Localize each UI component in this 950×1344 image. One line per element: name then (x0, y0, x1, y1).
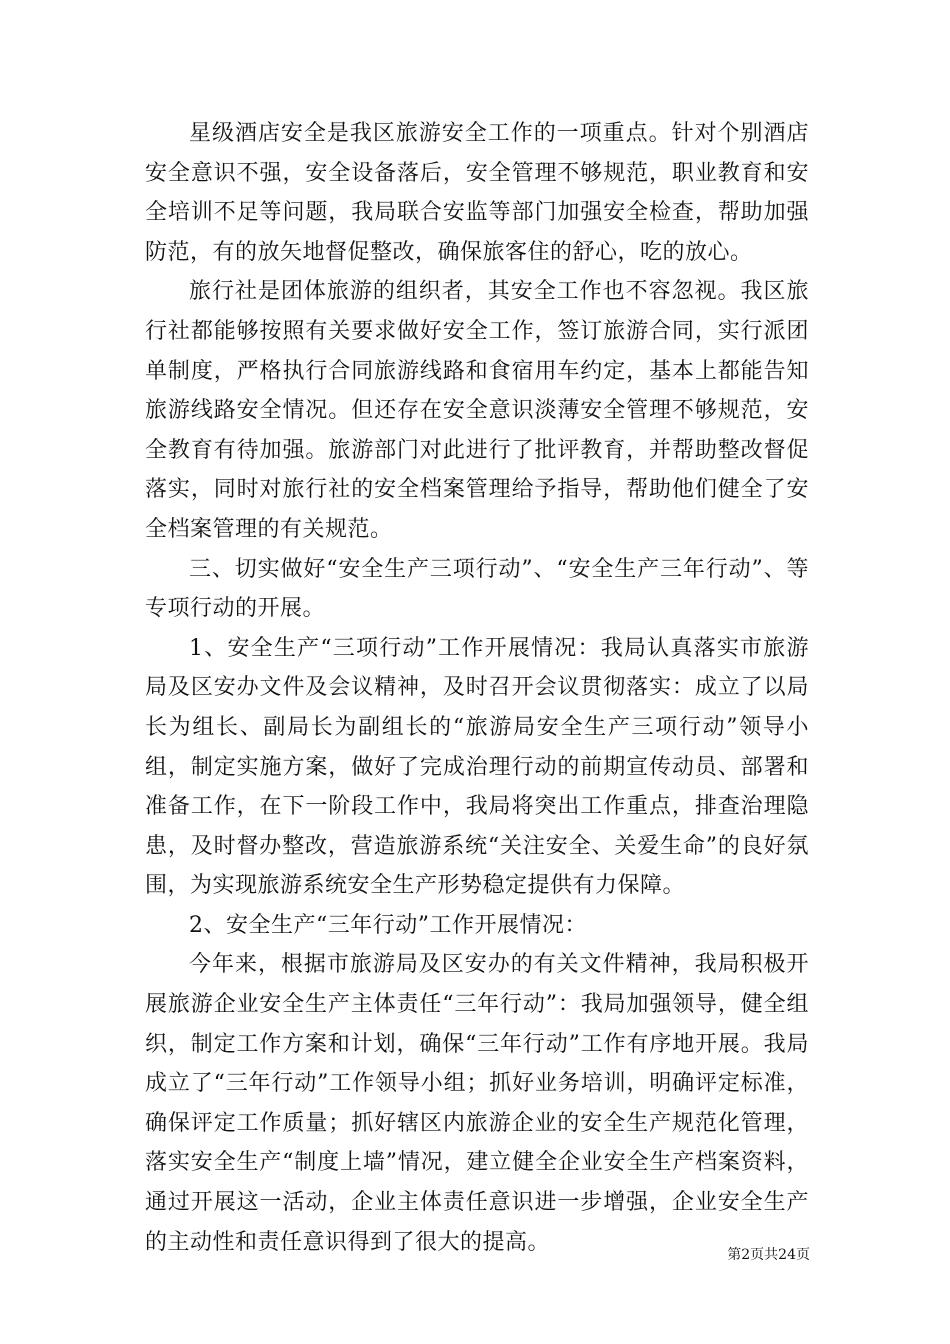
paragraph-three-year-action: 今年来，根据市旅游局及区安办的有关文件精神，我局积极开展旅游企业安全生产主体责任“三年行动”：我局加强领导，健全组织，制定工作方案和计划，确保“三年行动”工作有序地开展。我局成立了“三年行动”工作领导小组；抓好业务培训，明确评定标准，确保评定工作质量；抓好辖区内旅游企业的安全生产规范化管理，落实安全生产“制度上墙”情况，建立健全企业安全生产档案资料，通过开展这一活动，企业主体责任意识进一步增强，企业安全生产的主动性和责任意识得到了很大的提高。 (145, 952, 809, 1255)
paragraph-section-three: 三、切实做好“安全生产三项行动”、“安全生产三年行动”、等专项行动的开展。 (145, 556, 809, 622)
paragraph-hotel-safety: 星级酒店安全是我区旅游安全工作的一项重点。针对个别酒店安全意识不强，安全设备落后，安全管理不够规范，职业教育和安全培训不足等问题，我局联合安监等部门加强安全检查，帮助加强防范，有的放矢地督促整改，确保旅客住的舒心，吃的放心。 (145, 121, 809, 265)
footer-middle: 页共 (750, 1247, 779, 1263)
paragraph-item-one: 1、安全生产“三项行动”工作开展情况：我局认真落实市旅游局及区安办文件及会议精神，及时召开会议贯彻落实：成立了以局长为组长、副局长为副组长的“旅游局安全生产三项行动”领导小组，制定实施方案，做好了完成治理行动的前期宣传动员、部署和准备工作，在下一阶段工作中，我局将突出工作重点，排查治理隐患，及时督办整改，营造旅游系统“关注安全、关爱生命”的良好氛围，为实现旅游系统安全生产形势稳定提供有力保障。 (145, 635, 809, 899)
paragraph-item-two: 2、安全生产“三年行动”工作开展情况： (189, 912, 587, 938)
footer-prefix: 第 (727, 1247, 742, 1263)
document-body (145, 114, 809, 1262)
paragraph-travel-agency: 旅行社是团体旅游的组织者，其安全工作也不容忽视。我区旅行社都能够按照有关要求做好安全工作，签订旅游合同，实行派团单制度，严格执行合同旅游线路和食宿用车约定，基本上都能告知旅游线路安全情况。但还存在安全意识淡薄安全管理不够规范，安全教育有待加强。旅游部门对此进行了批评教育，并帮助整改督促落实，同时对旅行社的安全档案管理给予指导，帮助他们健全了安全档案管理的有关规范。 (145, 279, 809, 542)
page-number-footer (700, 1246, 810, 1264)
footer-suffix: 页 (796, 1247, 810, 1263)
footer-total-pages: 24 (778, 1247, 796, 1263)
footer-current-page: 2 (741, 1247, 751, 1263)
